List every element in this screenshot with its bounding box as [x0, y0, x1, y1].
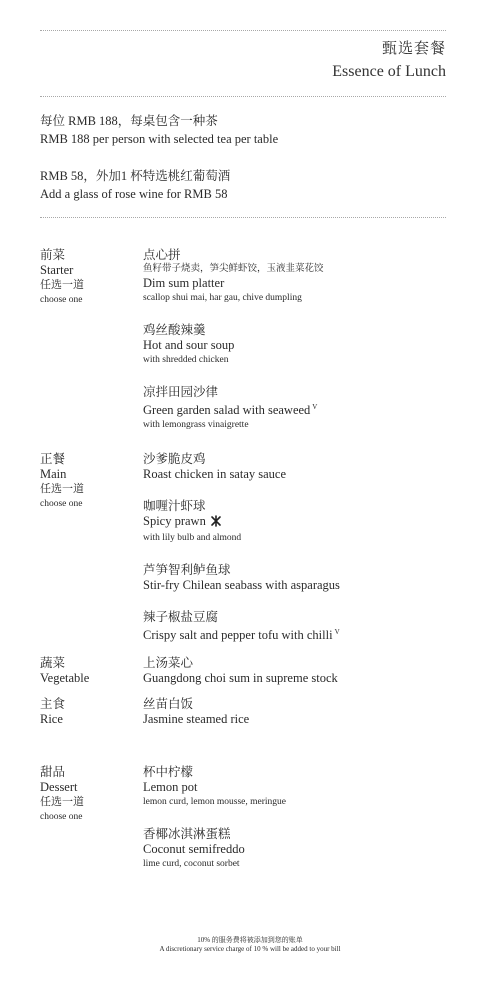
category-label — [40, 697, 140, 727]
category-name-zh: 前菜 — [40, 248, 66, 262]
service-charge-zh: 10% 的服务费将被添加到您的账单 — [197, 936, 303, 944]
dish-list — [143, 765, 463, 872]
dish-spicy-prawn — [143, 499, 463, 546]
choose-one-en: choose one — [40, 295, 83, 305]
dish-name-en: Crispy salt and pepper tofu with chilli — [143, 628, 333, 643]
menu-title-en: Essence of Lunch — [332, 63, 446, 80]
choose-one-zh: 任选一道 — [40, 279, 84, 291]
wine-line-zh: RMB 58，外加1 杯特选桃红葡萄酒 — [40, 169, 231, 183]
dish-coconut-semifreddo — [143, 827, 463, 872]
dish-components-zh: 鱼籽带子烧卖，笋尖鲜虾饺，玉液韭菜花饺 — [143, 264, 324, 274]
category-label — [40, 765, 140, 824]
category-name-en: Main — [40, 467, 67, 481]
dish-name-zh: 点心拼 — [143, 248, 181, 262]
menu-title-zh: 甄选套餐 — [381, 41, 446, 57]
category-name-en: Rice — [40, 712, 63, 726]
dish-description: lime curd, coconut sorbet — [143, 859, 240, 869]
dish-name-en: Hot and sour soup — [143, 338, 235, 352]
dish-list — [143, 452, 463, 643]
category-name-en: Vegetable — [40, 671, 90, 685]
choose-one-en: choose one — [40, 812, 83, 822]
category-name-zh: 主食 — [40, 697, 66, 711]
choose-one-en: choose one — [40, 499, 83, 509]
dish-list — [143, 656, 463, 686]
dish-name-zh: 沙爹脆皮鸡 — [143, 452, 206, 466]
choose-one-zh: 任选一道 — [40, 796, 84, 808]
dish-list — [143, 248, 463, 433]
price-line-en: RMB 188 per person with selected tea per table — [40, 132, 279, 146]
intro-divider — [40, 217, 446, 218]
header-divider — [40, 96, 446, 97]
dish-name-zh: 鸡丝酸辣羹 — [143, 323, 206, 337]
dish-description: with shredded chicken — [143, 355, 229, 365]
service-charge-footer — [0, 936, 500, 954]
category-name-en: Dessert — [40, 780, 78, 794]
dish-description: scallop shui mai, har gau, chive dumpling — [143, 293, 302, 303]
service-charge-en: A discretionary service charge of 10 % will be added to your bill — [159, 945, 341, 953]
vegetarian-mark: V — [334, 628, 340, 636]
dish-name-zh: 咖喱汁虾球 — [143, 499, 206, 513]
dish-name-en: Green garden salad with seaweed — [143, 403, 311, 418]
dish-name-en: Coconut semifreddo — [143, 842, 245, 856]
dish-jasmine-rice — [143, 697, 463, 727]
dish-name-en: Guangdong choi sum in supreme stock — [143, 671, 338, 685]
chili-pepper-icon — [210, 515, 222, 531]
dish-description: lemon curd, lemon mousse, meringue — [143, 797, 286, 807]
category-label — [40, 656, 140, 686]
category-name-zh: 正餐 — [40, 452, 66, 466]
dish-name-en-row — [143, 625, 463, 643]
dish-chilean-seabass — [143, 563, 463, 593]
dish-choi-sum — [143, 656, 463, 686]
dish-name-zh: 丝苗白饭 — [143, 697, 194, 711]
dish-list — [143, 697, 463, 727]
wine-intro — [40, 167, 460, 203]
dish-name-zh: 辣子椒盐豆腐 — [143, 610, 219, 624]
dish-name-en: Lemon pot — [143, 780, 198, 794]
dish-name-zh: 香椰冰淇淋蛋糕 — [143, 827, 231, 841]
category-label — [40, 248, 140, 307]
choose-one-zh: 任选一道 — [40, 483, 84, 495]
pricing-intro — [40, 112, 460, 148]
category-label — [40, 452, 140, 511]
dish-name-en: Dim sum platter — [143, 276, 225, 290]
dish-name-zh: 凉拌田园沙律 — [143, 385, 219, 399]
dish-lemon-pot — [143, 765, 463, 810]
dish-dim-sum-platter — [143, 248, 463, 306]
top-divider — [40, 30, 446, 31]
dish-roast-chicken — [143, 452, 463, 482]
vegetarian-mark: V — [312, 403, 318, 411]
dish-green-garden-salad — [143, 385, 463, 433]
category-name-zh: 蔬菜 — [40, 656, 66, 670]
dish-name-en: Spicy prawn — [143, 514, 206, 528]
dish-description: with lily bulb and almond — [143, 533, 242, 543]
dish-name-en: Jasmine steamed rice — [143, 712, 250, 726]
dish-description: with lemongrass vinaigrette — [143, 420, 249, 431]
price-line-zh: 每位 RMB 188，每桌包含一种茶 — [40, 114, 218, 128]
category-name-en: Starter — [40, 263, 74, 277]
dish-name-en: Stir-fry Chilean seabass with asparagus — [143, 578, 340, 592]
dish-salt-pepper-tofu — [143, 610, 463, 643]
dish-name-en: Roast chicken in satay sauce — [143, 467, 287, 481]
dish-name-en-row — [143, 514, 463, 531]
dish-hot-and-sour-soup — [143, 323, 463, 368]
dish-name-en-row — [143, 400, 463, 418]
dish-name-zh: 杯中柠檬 — [143, 765, 194, 779]
dish-name-zh: 上汤菜心 — [143, 656, 194, 670]
dish-name-zh: 芦笋智利鲈鱼球 — [143, 563, 231, 577]
wine-line-en: Add a glass of rose wine for RMB 58 — [40, 187, 228, 201]
category-name-zh: 甜品 — [40, 765, 66, 779]
